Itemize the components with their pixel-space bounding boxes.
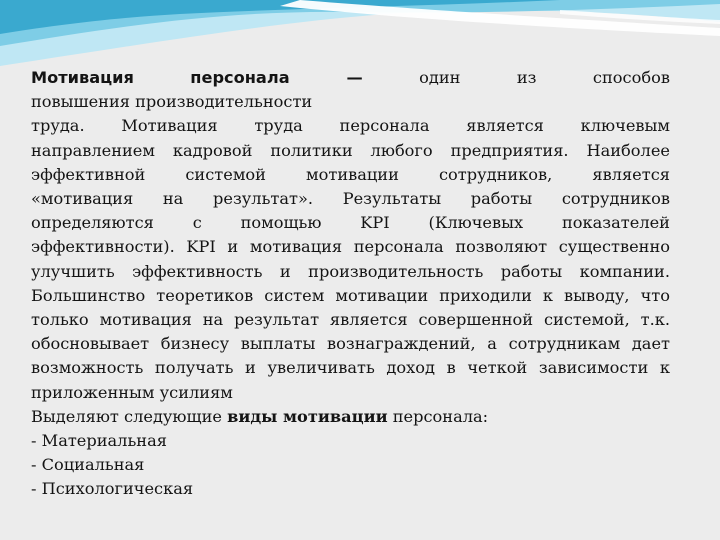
body-word: ключевым xyxy=(580,116,671,136)
body-word: из xyxy=(516,68,537,87)
body-word: один xyxy=(419,68,461,87)
body-word: способов xyxy=(592,68,670,87)
body-text: труда. Мотивация труда персонала является xyxy=(31,116,544,136)
body-line-1 xyxy=(31,66,670,90)
body-line-13: возможность получать и увеличивать доход в четкой зависимости к xyxy=(31,358,670,378)
slide-body xyxy=(31,66,670,502)
body-line-12: обосновывает бизнесу выплаты вознаграждений, а сотрудникам дает xyxy=(31,334,670,354)
types-intro-bold: виды мотивации xyxy=(227,406,388,426)
body-line-3 xyxy=(31,114,670,138)
body-text: помощью KPI (Ключевых xyxy=(240,213,524,233)
body-word: показателей xyxy=(562,213,670,233)
body-line-2: повышения производительности xyxy=(31,92,313,112)
body-word: определяются xyxy=(31,213,154,233)
type-item-material: - Материальная xyxy=(31,431,167,451)
body-line-10: Большинство теоретиков систем мотивации приходили к выводу, что xyxy=(31,285,670,305)
body-line-7 xyxy=(31,211,670,235)
body-line-4: направлением кадровой политики любого предприятия. Наиболее xyxy=(31,140,670,160)
body-line-8: эффективности). KPI и мотивация персонала позволяют существенно xyxy=(31,237,670,257)
body-line-6: «мотивация на результат». Результаты работы сотрудников xyxy=(31,189,670,209)
term-personnel-word: персонала — xyxy=(190,68,363,87)
types-intro xyxy=(31,405,670,429)
term-motivation-word: Мотивация xyxy=(31,68,134,87)
type-item-social: - Социальная xyxy=(31,455,145,475)
body-line-14: приложенным усилиям xyxy=(31,382,233,402)
type-item-psychological: - Психологическая xyxy=(31,479,194,499)
types-intro-before: Выделяют следующие xyxy=(31,406,228,426)
body-word: с xyxy=(192,213,202,233)
body-line-9: улучшить эффективность и производительность работы компании. xyxy=(31,261,670,281)
body-line-5: эффективной системой мотивации сотрудников, является xyxy=(31,164,670,184)
types-intro-after: персонала: xyxy=(387,406,489,426)
body-line-11: только мотивация на результат является совершенной системой, т.к. xyxy=(31,310,670,330)
